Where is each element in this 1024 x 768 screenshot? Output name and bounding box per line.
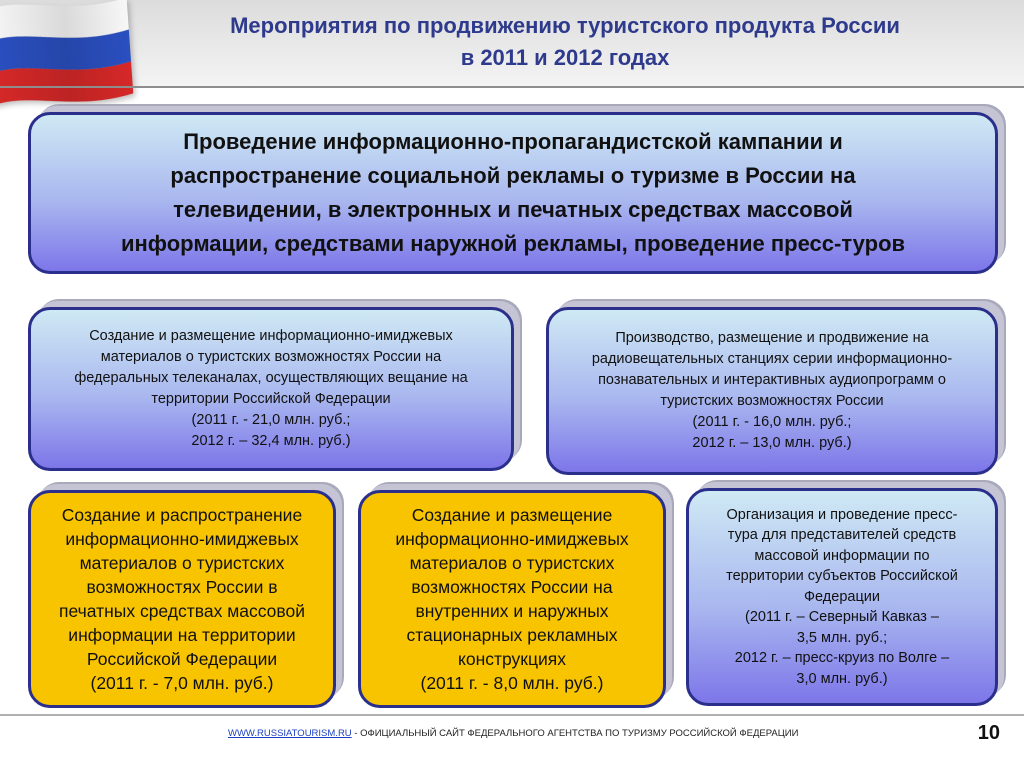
main-box-line: Проведение информационно-пропагандистской кампании и [183, 129, 843, 154]
print-box-line: возможностях России в [86, 577, 278, 597]
radio-box-line: 2012 г. – 13,0 млн. руб.) [692, 435, 852, 451]
radio-box-line: познавательных и интерактивных аудиопрограмм о [598, 372, 946, 388]
radio-campaign-box [546, 307, 998, 475]
tv-box-line: Создание и размещение информационно-имиджевых [89, 328, 453, 344]
radio-box-line: туристских возможностях России [660, 393, 884, 409]
press-tour-box-line: Организация и проведение пресс- [726, 506, 958, 523]
tv-box-line: федеральных телеканалах, осуществляющих вещание на [74, 370, 468, 386]
page-number: 10 [977, 722, 1000, 744]
main-box-line: распространение социальной рекламы о туризме в России на [170, 163, 856, 188]
header-divider [0, 86, 1024, 88]
print-box-line: Создание и распространение [61, 505, 303, 525]
outdoor-box-line: внутренних и наружных [415, 601, 609, 621]
outdoor-box-line: конструкциях [458, 649, 566, 669]
press-tour-box [686, 488, 998, 706]
footer-divider [0, 714, 1024, 716]
tv-box-line: 2012 г. – 32,4 млн. руб.) [191, 433, 351, 449]
press-tour-box-line: территории субъектов Российской [726, 568, 958, 585]
press-tour-box-line: Федерации [804, 588, 880, 605]
press-tour-box-line: 2012 г. – пресс-круиз по Волге – [734, 650, 950, 667]
russian-flag-icon [0, 0, 144, 109]
website-link[interactable]: WWW.RUSSIATOURISM.RU [228, 728, 352, 739]
outdoor-box-line: информационно-имиджевых [395, 529, 629, 549]
radio-box-line: (2011 г. - 16,0 млн. руб.; [692, 414, 852, 430]
press-tour-box-line: тура для представителей средств [727, 527, 957, 544]
main-box-line: телевидении, в электронных и печатных средствах массовой [173, 197, 853, 222]
radio-box-line: радиовещательных станциях серии информационно- [591, 351, 953, 367]
main-box-line: информации, средствами наружной рекламы, проведение пресс-туров [120, 231, 906, 256]
print-box-line: материалов о туристских [79, 553, 285, 573]
press-tour-box-line: (2011 г. – Северный Кавказ – [745, 609, 939, 626]
outdoor-box-line: стационарных рекламных [406, 625, 618, 645]
tv-box-line: (2011 г. - 21,0 млн. руб.; [191, 412, 351, 428]
print-box-line: информации на территории [68, 625, 296, 645]
title-line-2: в 2011 и 2012 годах [460, 45, 670, 70]
print-box-line: печатных средствах массовой [58, 601, 306, 621]
print-box-line: Российской Федерации [86, 649, 278, 669]
title-line-1: Мероприятия по продвижению туристского продукта России [230, 13, 900, 38]
tv-campaign-box [28, 307, 514, 471]
footer [228, 728, 868, 739]
page-title [180, 10, 950, 74]
main-campaign-box [28, 112, 998, 274]
tv-box-line: материалов о туристских возможностях России на [100, 349, 442, 365]
outdoor-box-line: Создание и размещение [411, 505, 613, 525]
radio-box-line: Производство, размещение и продвижение на [615, 330, 929, 346]
footer-description: - ОФИЦИАЛЬНЫЙ САЙТ ФЕДЕРАЛЬНОГО АГЕНТСТВА ПО ТУРИЗМУ РОССИЙСКОЙ ФЕДЕРАЦИИ [351, 728, 799, 739]
tv-box-line: территории Российской Федерации [151, 391, 391, 407]
press-tour-box-line: 3,5 млн. руб.; [796, 629, 888, 646]
print-media-box [28, 490, 336, 708]
press-tour-box-line: массовой информации по [754, 547, 930, 564]
outdoor-box-line: возможностях России на [411, 577, 613, 597]
print-box-line: (2011 г. - 7,0 млн. руб.) [90, 673, 274, 693]
outdoor-advertising-box [358, 490, 666, 708]
print-box-line: информационно-имиджевых [65, 529, 299, 549]
outdoor-box-line: (2011 г. - 8,0 млн. руб.) [420, 673, 604, 693]
press-tour-box-line: 3,0 млн. руб.) [796, 670, 888, 687]
outdoor-box-line: материалов о туристских [409, 553, 615, 573]
